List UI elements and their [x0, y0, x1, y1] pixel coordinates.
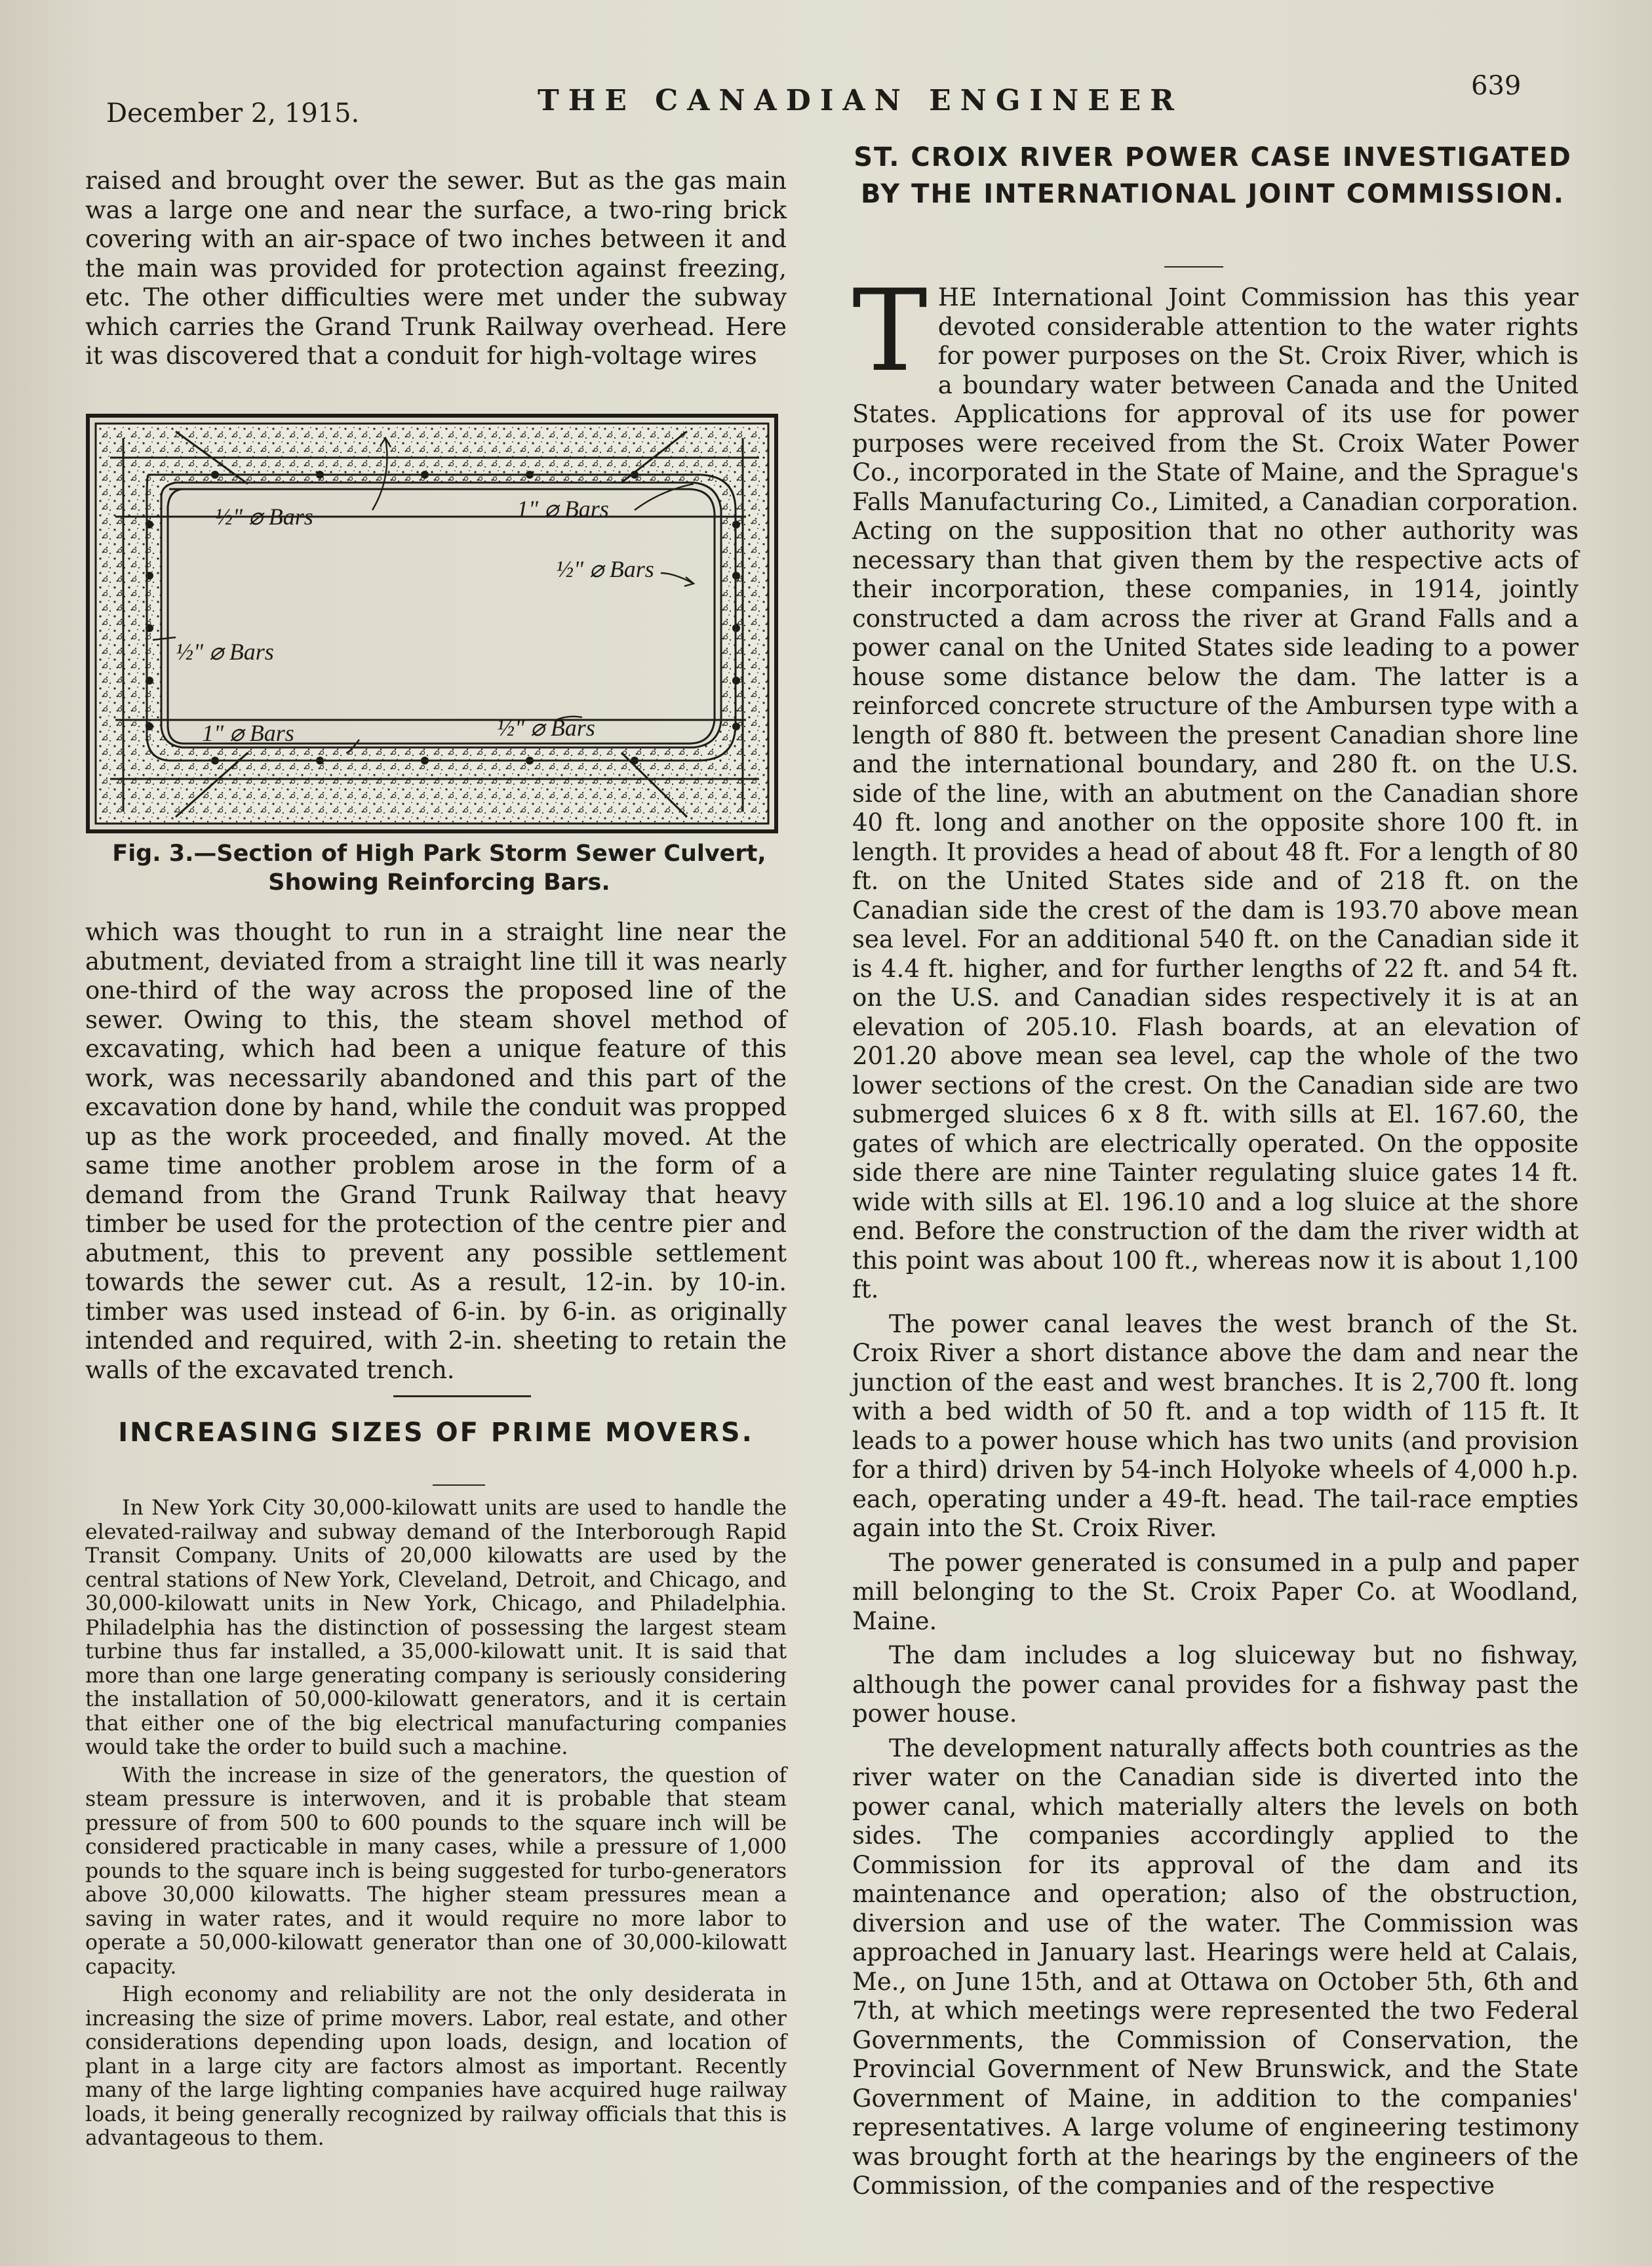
st-croix-article [852, 265, 1579, 2201]
section-divider [393, 1395, 531, 1397]
caption-line-1: Fig. 3.—Section of High Park Storm Sewer Culvert, [112, 841, 766, 867]
article-paragraph: The dam includes a log sluiceway but no fishway, although the power canal provides for a fishway past the power house. [852, 1641, 1579, 1728]
article-first-paragraph [852, 265, 1579, 1305]
first-paragraph-text: HE International Joint Commission has this year devoted considerable attention to the water rights for power purposes on the St. Croix River, which is a boundary water between Canada and the United States. Applications for approval of its use for power purposes were received from the St. Croix Water Power Co., incorporated in the State of Maine, and the Sprague's Falls Manufacturing Co., Limited, a Canadian corporation. Acting on the supposition that no other authority was necessary than that given them by the respective acts of their incorporation, these companies, in 1914, jointly constructed a dam across the river at Grand Falls and a power canal on the United States side leading to a power house some distance below the dam. The latter is a reinforced concrete structure of the Ambursen type with a length of 880 ft. between the present Canadian shore line and the international boundary, and 280 ft. on the U.S. side of the line, with an abutment on the Canadian shore 40 ft. long and another on the opposite shore 100 ft. in length. It provides a head of about 48 ft. For a length of 80 ft. on the United States side and of 218 ft. on the Canadian side the crest of the dam is 193.70 above mean sea level. For an additional 540 ft. on the Canadian side it is 4.4 ft. higher, and for further lengths of 22 ft. and 54 ft. on the U.S. and Canadian sides respectively it is at an elevation of 205.10. Flash boards, at an elevation of 201.20 above mean sea level, cap the whole of the two lower sections of the crest. On the Canadian side are two submerged sluices 6 x 8 ft. with sills at El. 167.60, the gates of which are electrically operated. On the opposite side there are nine Tainter regulating sluice gates 14 ft. wide with sills at El. 196.10 and a log sluice at the shore end. Before the construction of the dam the river width at this point was about 100 ft., whereas now it is about 1,100 ft. [852, 283, 1579, 1303]
article-paragraph: In New York City 30,000-kilowatt units are used to handle the elevated-railway and subway demand of the Interborough Rapid Transit Company. Units of 20,000 kilowatts are used by the central stations of New York, Cleveland, Detroit, and Chicago, and 30,000-kilowatt units in New York, Chicago, and Philadelphia. Philadelphia has the distinction of possessing the largest steam turbine thus far installed, a 35,000-kilowatt unit. It is said that more than one large generating company is seriously considering the installation of 50,000-kilowatt generators, and it is certain that either one of the big electrical manufacturing companies would take the order to build such a machine. [85, 1496, 787, 1759]
caption-line-2: Showing Reinforcing Bars. [268, 869, 610, 896]
prime-movers-article [85, 1496, 787, 2151]
bar-label-bottom-left: 1" ⌀ Bars [202, 720, 294, 746]
left-column-continuation [85, 918, 787, 1385]
figure-caption [98, 839, 780, 897]
intro-paragraph: raised and brought over the sewer. But as the gas main was a large one and near the surface, a two-ring brick covering with an air-space of two inches between it and the main was provided for protection against freezing, etc. The other difficulties were met under the subway which carries the Grand Trunk Railway overhead. Here it was discovered that a conduit for high-voltage wires [85, 167, 787, 370]
heading-underline-right [1164, 266, 1223, 268]
bar-label-right: ½" ⌀ Bars [556, 556, 654, 582]
article-paragraph: With the increase in size of the generators, the question of steam pressure is interwoven, and it is probable that steam pressure of from 500 to 600 pounds to the square inch will be considered practicable in many cases, while a pressure of 1,000 pounds to the square inch is being suggested for turbo-generators above 30,000 kilowatts. The higher steam pressures mean a saving in water rates, and it would require no more labor to operate a 50,000-kilowatt generator than one of 30,000-kilowatt capacity. [85, 1763, 787, 1979]
culvert-section-figure [84, 412, 780, 835]
bar-label-top-right: 1" ⌀ Bars [517, 496, 609, 522]
bar-label-left: ½" ⌀ Bars [176, 639, 274, 665]
article-paragraph: The power canal leaves the west branch of the St. Croix River a short distance above the dam and near the junction of the east and west branches. It is 2,700 ft. long with a bed width of 50 ft. and a top width of 115 ft. It leads to a power house which has two units (and provision for a third) driven by 54-inch Holyoke wheels of 4,000 h.p. each, operating under a 49-ft. head. The tail-race empties again into the St. Croix River. [852, 1309, 1579, 1542]
bar-label-top-left: ½" ⌀ Bars [215, 504, 313, 530]
article-paragraph: The development naturally affects both countries as the river water on the Canadian side is diverted into the power canal, which materially alters the levels on both sides. The companies accordingly applied to the Commission for its approval of the dam and its maintenance and operation; also of the obstruction, diversion and use of the water. The Commission was approached in January last. Hearings were held at Calais, Me., on June 15th, and at Ottawa on October 5th, 6th and 7th, at which meetings were represented the two Federal Governments, the Commission of Conservation, the Provincial Government of New Brunswick, and the State Government of Maine, in addition to the companies' representatives. A large volume of engineering testimony was brought forth at the hearings by the engineers of the Commission, of the companies and of the respective [852, 1734, 1579, 2200]
page-number: 639 [1471, 71, 1522, 101]
continuation-paragraph: which was thought to run in a straight line near the abutment, deviated from a straight line till it was nearly one-third of the way across the proposed line of the sewer. Owing to this, the steam shovel method of excavating, which had been a unique feature of this work, was necessarily abandoned and this part of the excavation done by hand, while the conduit was propped up as the work proceeded, and finally moved. At the same time another problem arose in the form of a demand from the Grand Trunk Railway that heavy timber be used for the protection of the centre pier and abutment, this to prevent any possible settlement towards the sewer cut. As a result, 12-in. by 10-in. timber was used instead of 6-in. by 6-in. as originally intended and required, with 2-in. sheeting to retain the walls of the excavated trench. [85, 918, 787, 1384]
heading-underline-left [433, 1484, 485, 1486]
st-croix-heading: ST. CROIX RIVER POWER CASE INVESTIGATED BY THE INTERNATIONAL JOINT COMMISSION. [854, 142, 1572, 209]
issue-date: December 2, 1915. [106, 98, 360, 129]
drop-cap: T [852, 265, 928, 397]
prime-movers-heading: INCREASING SIZES OF PRIME MOVERS. [118, 1418, 754, 1448]
bar-label-bottom-right: ½" ⌀ Bars [497, 715, 595, 741]
article-paragraph: High economy and reliability are not the only desiderata in increasing the size of prime movers. Labor, real estate, and other considerations depending upon loads, design, and location of plant in a large city are factors almost as important. Recently many of the large lighting companies have acquired huge railway loads, it being generally recognized by railway officials that this is advantageous to them. [85, 1983, 787, 2150]
journal-title: THE CANADIAN ENGINEER [538, 84, 1183, 117]
culvert-section-drawing [84, 412, 780, 835]
left-column-intro [85, 167, 787, 371]
article-paragraph: The power generated is consumed in a pulp and paper mill belonging to the St. Croix Paper Co. at Woodland, Maine. [852, 1548, 1579, 1635]
